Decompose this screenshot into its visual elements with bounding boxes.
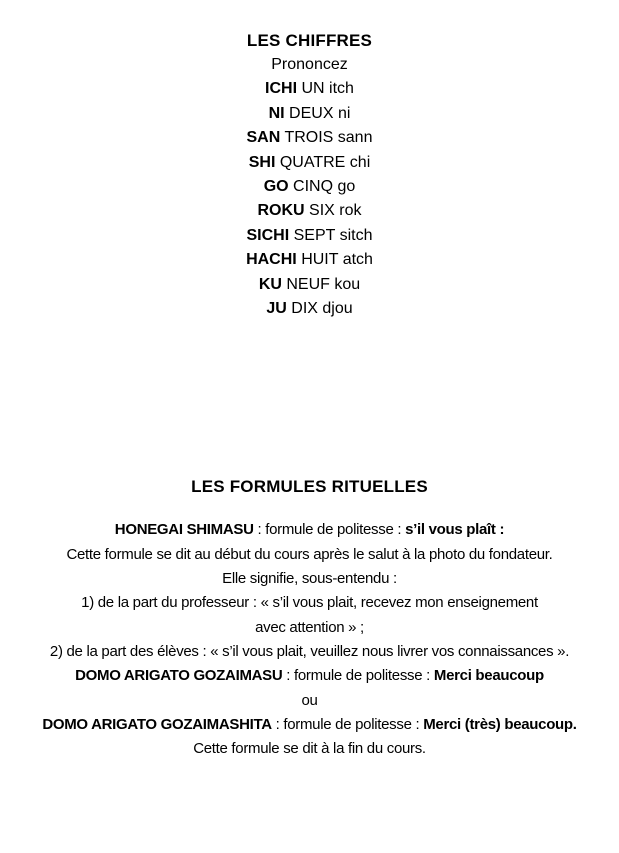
japanese-word: SICHI	[246, 226, 290, 244]
text-line	[0, 640, 619, 664]
japanese-word: JU	[266, 300, 287, 318]
french-word: TROIS	[284, 129, 334, 147]
number-row	[0, 297, 619, 321]
text-segment: : formule de politesse :	[253, 521, 406, 539]
pronunciation: sann	[337, 129, 373, 147]
french-word: QUATRE	[279, 153, 346, 171]
french-word: SIX	[309, 202, 335, 220]
pronunciation: atch	[342, 251, 373, 269]
french-word: NEUF	[286, 275, 330, 293]
text-segment: Elle signifie, sous-entendu :	[222, 570, 397, 588]
number-row	[0, 77, 619, 101]
section-chiffres	[0, 0, 619, 321]
text-line	[0, 737, 619, 761]
text-line	[0, 713, 619, 737]
text-segment: DOMO ARIGATO GOZAIMASHITA	[42, 715, 272, 733]
text-segment: avec attention » ;	[255, 618, 364, 636]
text-segment: 2) de la part des élèves : « s’il vous plait, veuillez nous livrer vos connaissances ».	[49, 642, 570, 660]
pronunciation: chi	[349, 153, 371, 171]
number-row	[0, 273, 619, 297]
text-line	[0, 591, 619, 615]
french-word: HUIT	[301, 251, 339, 269]
numbers-list	[0, 77, 619, 321]
formules-paragraph	[0, 518, 619, 761]
text-line	[0, 518, 619, 542]
french-word: UN	[301, 80, 325, 98]
japanese-word: HACHI	[246, 251, 297, 269]
text-line	[0, 689, 619, 713]
number-row	[0, 248, 619, 272]
number-row	[0, 199, 619, 223]
text-segment: DOMO ARIGATO GOZAIMASU	[75, 667, 283, 685]
text-line	[0, 567, 619, 591]
pronunciation: djou	[322, 300, 353, 318]
text-segment: : formule de politesse :	[271, 715, 424, 733]
japanese-word: GO	[263, 178, 289, 196]
text-segment: Merci beaucoup	[433, 667, 544, 685]
text-segment: 1) de la part du professeur : « s’il vous plait, recevez mon enseignement	[81, 594, 538, 612]
section-formules	[0, 474, 619, 761]
text-line	[0, 543, 619, 567]
text-segment: : formule de politesse :	[282, 667, 434, 685]
japanese-word: SAN	[246, 129, 281, 147]
text-segment: Cette formule se dit au début du cours après le salut à la photo du fondateur.	[66, 545, 553, 563]
french-word: SEPT	[293, 226, 336, 244]
number-row	[0, 224, 619, 248]
french-word: DEUX	[289, 104, 334, 122]
text-segment: HONEGAI SHIMASU	[114, 521, 254, 539]
text-line	[0, 664, 619, 688]
french-word: CINQ	[293, 178, 334, 196]
pronunciation: kou	[334, 275, 361, 293]
pronunciation: rok	[339, 202, 362, 220]
japanese-word: ROKU	[257, 202, 305, 220]
pronunciation: sitch	[339, 226, 373, 244]
pronunciation: ni	[337, 104, 351, 122]
japanese-word: SHI	[248, 153, 276, 171]
number-row	[0, 151, 619, 175]
number-row	[0, 175, 619, 199]
number-row	[0, 102, 619, 126]
text-segment: Merci (très) beaucoup.	[423, 715, 577, 733]
japanese-word: ICHI	[265, 80, 298, 98]
text-line	[0, 616, 619, 640]
japanese-word: KU	[258, 275, 282, 293]
number-row	[0, 126, 619, 150]
text-segment: Cette formule se dit à la fin du cours.	[193, 740, 426, 758]
japanese-word: NI	[268, 104, 285, 122]
chiffres-subtitle: Prononcez	[271, 56, 348, 73]
text-segment: s’il vous plaît :	[405, 521, 505, 539]
text-segment: ou	[301, 691, 318, 709]
pronunciation: go	[337, 178, 356, 196]
chiffres-title: LES CHIFFRES	[246, 31, 373, 50]
formules-title: LES FORMULES RITUELLES	[191, 477, 428, 497]
french-word: DIX	[291, 300, 318, 318]
pronunciation: itch	[329, 80, 354, 98]
